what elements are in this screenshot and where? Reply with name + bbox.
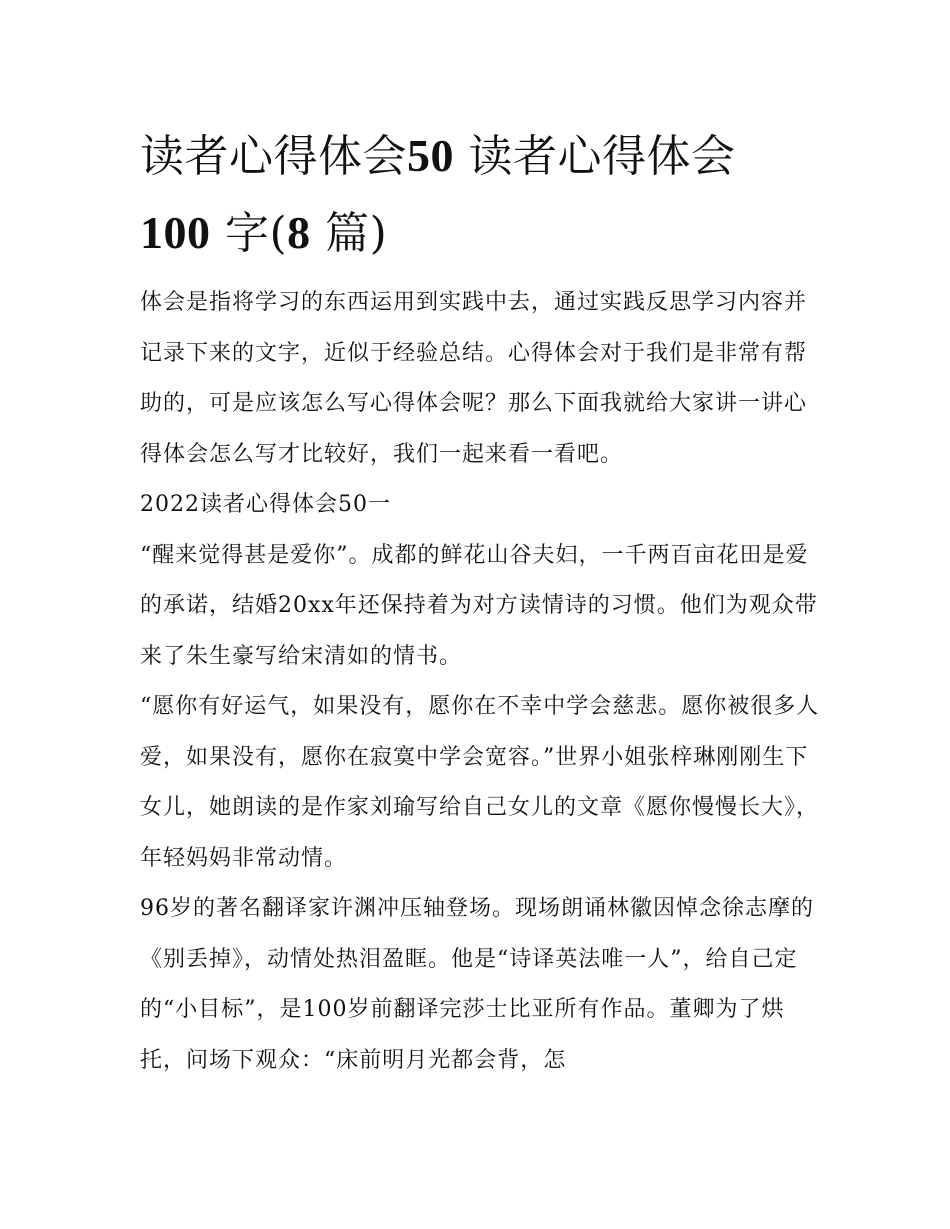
body-paragraph: “愿你有好运气，如果没有，愿你在不幸中学会慈悲。愿你被很多人爱，如果没有，愿你在寂寞中学会宽容。”世界小姐张梓琳刚刚生下女儿，她朗读的是作家刘瑜写给自己女儿的文章《愿你慢慢长大》，年轻妈妈非常动情。 <box>140 694 820 871</box>
title-number: 50 <box>407 130 454 181</box>
title-part: 读者心得体会 <box>468 131 736 182</box>
section-heading: 2022读者心得体会50一 <box>140 492 391 517</box>
title-number: 100 <box>140 207 211 258</box>
intro-paragraph: 体会是指将学习的东西运用到实践中去，通过实践反思学习内容并记录下来的文字，近似于经验总结。心得体会对于我们是非常有帮助的，可是应该怎么写心得体会呢？那么下面我就给大家讲一讲心得体会怎么写才比较好，我们一起来看一看吧。 <box>140 290 808 467</box>
title-part: 读者心得体会 <box>140 131 407 182</box>
body-paragraph: “醒来觉得甚是爱你”。成都的鲜花山谷夫妇，一千两百亩花田是爱的承诺，结婚20xx年还保持着为对方读情诗的习惯。他们为观众带来了朱生豪写给宋清如的情书。 <box>140 542 818 669</box>
title-part: 篇) <box>325 208 388 259</box>
body-paragraph: 96岁的著名翻译家许渊冲压轴登场。现场朗诵林徽因悼念徐志摩的《别丢掉》，动情处热泪盈眶。他是“诗译英法唯一人”，给自己定的“小目标”，是100岁前翻译完莎士比亚所有作品。董卿为了烘托，问场下观众：“床前明月光都会背，怎 <box>140 896 814 1073</box>
title-number: 8 <box>287 207 311 258</box>
document-body <box>140 118 820 1086</box>
document-title <box>140 118 820 272</box>
title-part: 字( <box>225 208 288 259</box>
